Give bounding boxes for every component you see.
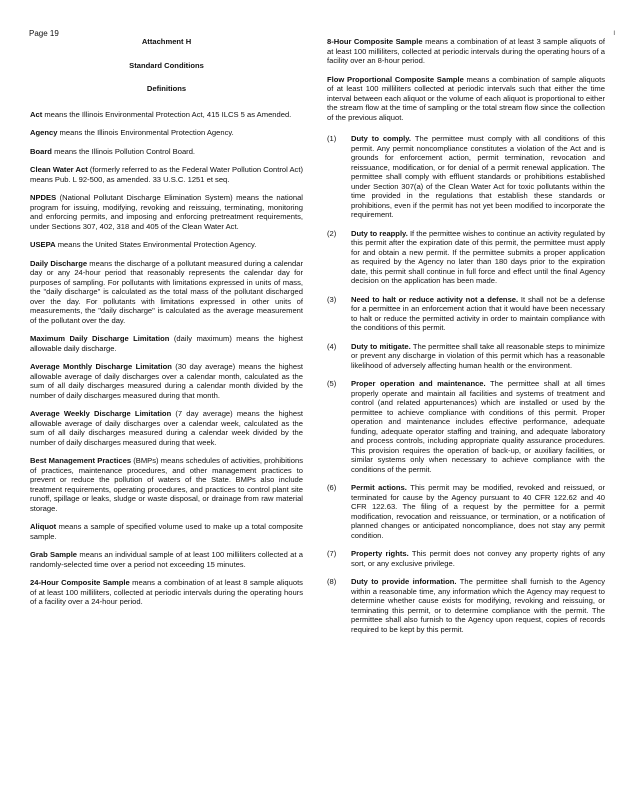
definition-term: Grab Sample	[30, 550, 78, 559]
definition	[30, 147, 303, 157]
condition-title: Duty to provide information.	[351, 577, 457, 586]
condition-title: Duty to comply.	[351, 134, 412, 143]
definition-term: Average Weekly Discharge Limitation	[30, 409, 172, 418]
condition-title: Proper operation and maintenance.	[351, 379, 486, 388]
definition-term: Best Management Practices	[30, 456, 132, 465]
definition-text: means an individual sample of at least 100 milliliters collected at a randomly-selected time over a period not exceeding 15 minutes.	[30, 550, 303, 569]
condition-item	[327, 483, 605, 540]
definition-term: Average Monthly Discharge Limitation	[30, 362, 172, 371]
definition-text: (30 day average) means the highest allowable average of daily discharges over a calendar month, calculated as the sum of all daily discharges measured during a calendar month divided by the number of daily discharges measured during that month.	[30, 362, 304, 400]
condition-item	[327, 295, 605, 333]
definitions-heading: Definitions	[146, 84, 187, 93]
condition-body: This permit may be modified, revoked and reissued, or terminated for cause by the Agency pursuant to 40 CFR 122.62 and 40 CFR 122.63. The filing of a request by the permittee for a permit modification, revocation and reissuance, or termination, or a notification of planned changes or anticipated noncompliance, does not stay any permit condition.	[351, 483, 605, 540]
definition-term: Clean Water Act	[30, 165, 88, 174]
definition-term: 24-Hour Composite Sample	[30, 578, 130, 587]
definition-text: (7 day average) means the highest allowable average of daily discharges over a calendar week, calculated as the sum of all daily discharges measured during a calendar week divided by the number of daily discharges measured during that week.	[30, 409, 303, 447]
definition-text: (BMPs) means schedules of activities, prohibitions of practices, maintenance procedures, and other management practices to prevent or reduce the pollution of waters of the State. BMPs also include treatment requirements, operating procedures, and practices to control plant site runoff, spillage or leaks, sludge or waste disposal, or drainage from raw material storage.	[30, 456, 303, 513]
definition	[30, 128, 303, 138]
condition-body: The permittee shall furnish to the Agency within a reasonable time, any information which the Agency may request to determine whether cause exists for modifying, revoking and reissuing, or terminating this permit, or to determine compliance with the permit. The permittee shall also furnish to the Agency upon request, copies of records required to be kept by this permit.	[351, 577, 605, 634]
condition-title: Duty to reapply.	[351, 228, 408, 238]
definition-text: (daily maximum) means the highest allowable daily discharge.	[30, 334, 303, 353]
definition-text: means a combination of sample aliquots of at least 100 milliliters collected at periodic intervals such that either the time interval between each aliquot or the volume of each aliquot is proportional to either the stream flow at the time of sampling or the total stream flow since the collection of the previous aliquot.	[327, 74, 606, 122]
definitions-list	[30, 110, 303, 607]
condition-item	[327, 549, 605, 568]
condition-item	[327, 134, 605, 220]
definition-term: Flow Proportional Composite Sample	[327, 74, 464, 84]
definition	[30, 110, 303, 120]
definition-term: NPDES	[30, 193, 57, 202]
condition-number: (6)	[327, 483, 337, 492]
condition-item	[327, 577, 605, 634]
condition-number: (7)	[327, 549, 337, 558]
definition	[30, 409, 303, 447]
condition-title: Duty to mitigate.	[351, 341, 411, 351]
condition-body: The permittee shall at all times properly operate and maintain all facilities and systems of treatment and control (and related appurtenances) which are installed or used by the permittee to achieve compliance with conditions of this permit. Proper operation and maintenance includes effective performance, adequate funding, adequate operator staffing and training, and adequate laboratory and process controls, including appropriate quality assurance procedures. This provision requires the operation of back-up, or auxiliary facilities, or similar systems only when necessary to achieve compliance with the conditions of the permit.	[351, 379, 605, 474]
condition-text	[351, 134, 605, 220]
definition	[30, 193, 303, 231]
definition-text: (formerly referred to as the Federal Water Pollution Control Act) means Pub. L 92-500, as amended. 33 U.S.C. 1251 et seq.	[30, 165, 303, 184]
definition-text: means the Illinois Environmental Protection Agency.	[57, 128, 234, 137]
definition	[30, 578, 303, 607]
right-column	[327, 37, 605, 643]
attachment-heading: Attachment H	[141, 37, 192, 46]
definitions-list-continued	[327, 37, 605, 122]
definition-term: Aliquot	[30, 522, 57, 531]
margin-mark: I	[613, 31, 615, 37]
definition	[30, 259, 303, 326]
definition-term: Maximum Daily Discharge Limitation	[30, 334, 170, 343]
condition-text	[351, 577, 605, 634]
condition-body: The permittee must comply with all conditions of this permit. Any permit noncompliance constitutes a violation of the Act and is grounds for enforcement action, permit termination, revocation and reissuance, modification, or for denial of a permit renewal application. The permittee shall comply with effluent standards or prohibitions established under Section 307(a) of the Clean Water Act for toxic pollutants within the time provided in the regulations that establish these standards or prohibitions, even if the permit has not yet been modified to incorporate the requirement.	[351, 134, 605, 219]
definition-term: Act	[30, 109, 43, 119]
definition-text: (National Pollutant Discharge Elimination System) means the national program for issuing, modifying, revoking and reissuing, terminating, monitoring and enforcing permits, and imposing and enforcing pretreatment requirements, under Sections 307, 402, 318 and 405 of the Clean Water Act.	[30, 193, 303, 231]
condition-text	[351, 342, 605, 371]
definition	[30, 550, 303, 569]
left-column	[30, 37, 303, 616]
definition-term: 8-Hour Composite Sample	[327, 37, 423, 46]
definition	[327, 37, 605, 66]
definition	[327, 75, 605, 123]
condition-text	[351, 483, 605, 540]
condition-title: Property rights.	[351, 549, 409, 558]
definition-term: Daily Discharge	[30, 258, 88, 268]
condition-item	[327, 229, 605, 286]
definition-text: means a combination of at least 3 sample aliquots of at least 100 milliliters, collected at periodic intervals during the operating hours of a facility over an 8-hour period.	[327, 37, 605, 65]
condition-item	[327, 379, 605, 474]
condition-body: It shall not be a defense for a permittee in an enforcement action that it would have been necessary to halt or reduce the permitted activity in order to maintain compliance with the conditions of this permit.	[351, 294, 605, 332]
condition-number: (2)	[327, 228, 337, 238]
condition-item	[327, 342, 605, 371]
definition-text: means a sample of specified volume used to make up a total composite sample.	[30, 522, 303, 541]
definition	[30, 456, 303, 513]
definition	[30, 362, 303, 400]
definition-text: means the United States Environmental Protection Agency.	[55, 240, 257, 249]
condition-number: (8)	[327, 577, 337, 586]
definition-text: means the discharge of a pollutant measured during a calendar day or any 24-hour period that reasonably represents the calendar day for purposes of sampling. For pollutants with limitations expressed in units of mass, the "daily discharge" is calculated as the total mass of the pollutant discharged over the day. For pollutants with limitations expressed in other units of measurements, the "daily discharge" is calculated as the average measurement of the pollutant over the day.	[30, 258, 303, 325]
condition-number: (4)	[327, 341, 337, 351]
definition-text: means the Illinois Pollution Control Board.	[51, 146, 196, 156]
condition-body: The permittee shall take all reasonable steps to minimize or prevent any discharge in violation of this permit which has a reasonable likelihood of adversely affecting human health or the environment.	[351, 341, 605, 370]
condition-number: (3)	[327, 294, 337, 304]
definition-term: Agency	[30, 128, 58, 137]
definition-text: means a combination of at least 8 sample aliquots of at least 100 milliliters, collected at periodic intervals during the operating hours of a facility over a 24-hour period.	[30, 578, 303, 606]
condition-body: If the permittee wishes to continue an activity regulated by this permit after the expiration date of this permit, the permittee must apply for and obtain a new permit. If the permittee submits a proper application as required by the Agency no later than 180 days prior to the expiration date, this permit shall continue in full force and effect until the final Agency decision on the application has been made.	[351, 228, 605, 285]
condition-text	[351, 295, 605, 333]
condition-number: (1)	[327, 134, 337, 143]
conditions-heading: Standard Conditions	[129, 60, 204, 70]
definition	[30, 240, 303, 250]
definition-term: USEPA	[30, 240, 56, 249]
condition-text	[351, 379, 605, 474]
condition-body: This permit does not convey any property rights of any sort, or any exclusive privilege.	[351, 549, 605, 568]
definition-text: means the Illinois Environmental Protection Act, 415 ILCS 5 as Amended.	[42, 109, 292, 119]
condition-number: (5)	[327, 379, 337, 388]
definition	[30, 522, 303, 541]
conditions-list	[327, 134, 605, 634]
condition-title: Permit actions.	[351, 483, 407, 492]
definition	[30, 334, 303, 353]
page-number: Page 19	[29, 29, 59, 38]
condition-text	[351, 549, 605, 568]
definition-term: Board	[30, 146, 52, 156]
definition	[30, 165, 303, 184]
condition-text	[351, 229, 605, 286]
condition-title: Need to halt or reduce activity not a defense.	[351, 294, 519, 304]
